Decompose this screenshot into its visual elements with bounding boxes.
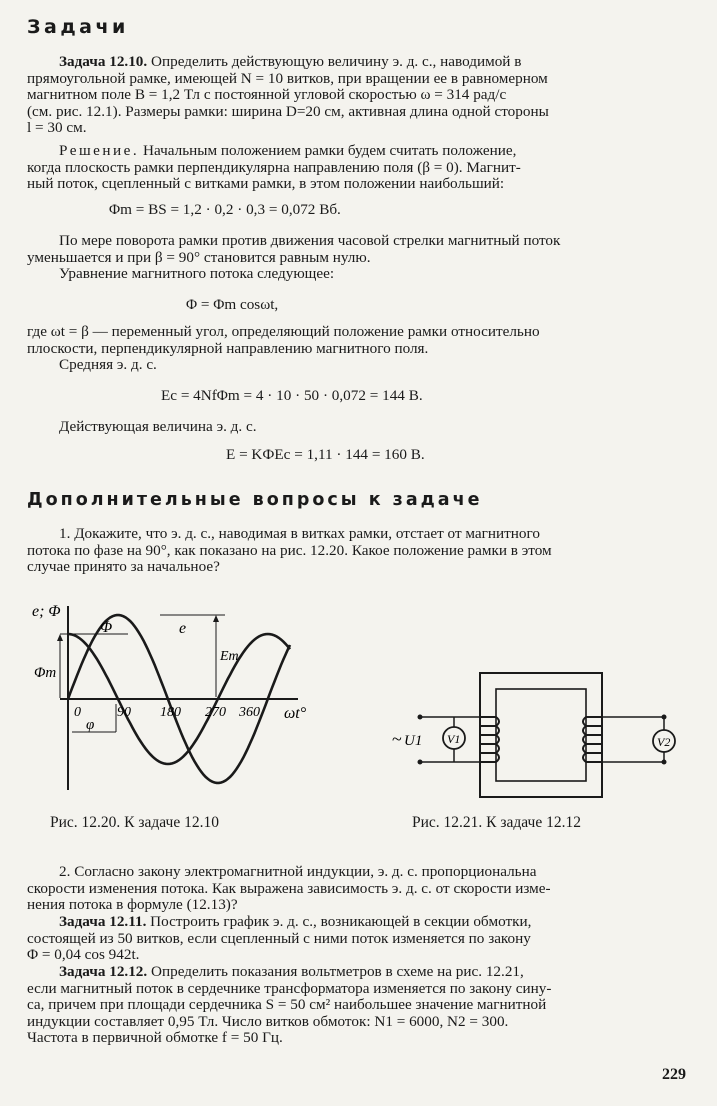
problem-12-10-line-4: (см. рис. 12.1). Размеры рамки: ширина D=20 см, активная длина одной стороны bbox=[27, 102, 549, 120]
problem-12-11-label: Задача 12.11. bbox=[59, 913, 147, 930]
solution-para2-line-1: По мере поворота рамки против движения часовой стрелки магнитный поток bbox=[59, 232, 561, 249]
question-2-line-2: скорости изменения потока. Как выражена зависимость э. д. с. от скорости изме- bbox=[27, 879, 551, 897]
solution-line-3: ный поток, сцепленный с витками рамки, в этом положении наибольший: bbox=[27, 175, 505, 193]
question-1-line-2: потока по фазе на 90°, как показано на рис. 12.20. Какое положение рамки в этом bbox=[27, 541, 552, 559]
problem-12-10-line-1: Задача 12.10. Определить действующую величину э. д. с., наводимой в bbox=[59, 53, 522, 70]
emf-label: e bbox=[179, 620, 187, 637]
solution-paragraph-4 bbox=[27, 324, 690, 374]
solution-line-1: Решение. Начальным положением рамки будем считать положение, bbox=[59, 142, 517, 159]
problem-12-10-line-3: магнитном поле B = 1,2 Тл с постоянной угловой скоростью ω = 314 рад/с bbox=[27, 86, 507, 104]
problem-12-11-line-3: Φ = 0,04 cos 942t. bbox=[27, 946, 140, 964]
question-1-line-3: случае принято за начальное? bbox=[27, 558, 220, 576]
transformer-core-outer bbox=[480, 673, 602, 797]
figure-12-20-caption: Рис. 12.20. К задаче 12.10 bbox=[50, 814, 219, 831]
solution-para4-line-1: где ωt = β — переменный угол, определяющий положение рамки относительно bbox=[27, 323, 540, 340]
problem-12-10-line-2: прямоугольной рамке, имеющей N = 10 витков, при вращении ее в равномерном bbox=[27, 69, 548, 87]
question-1 bbox=[27, 526, 690, 576]
question-2 bbox=[27, 864, 690, 914]
section-title: Задачи bbox=[27, 16, 129, 38]
problem-12-12-line-2: если магнитный поток в сердечнике трансформатора изменяется по закону сину- bbox=[27, 979, 552, 997]
flux-label: Φ bbox=[100, 619, 113, 636]
problem-12-12-line-4: индукции составляет 0,95 Тл. Число витков обмоток: N1 = 6000, N2 = 300. bbox=[27, 1012, 509, 1030]
flux-amplitude-label: Φm bbox=[34, 665, 57, 681]
phase-label: φ bbox=[86, 717, 95, 733]
source-label-prefix: ~ bbox=[392, 729, 402, 749]
x-axis-label: ωt° bbox=[284, 705, 307, 722]
solution-paragraph-2 bbox=[27, 233, 690, 283]
tick-90: 90 bbox=[117, 705, 131, 720]
solution-para4-line-2: плоскости, перпендикулярной направлению магнитного поля. bbox=[27, 339, 429, 357]
problem-12-12-line-1: Задача 12.12. Определить показания вольтметров в схеме на рис. 12.21, bbox=[59, 963, 524, 980]
problem-12-11 bbox=[27, 914, 690, 964]
flux-amplitude-arrowhead bbox=[57, 634, 63, 641]
primary-winding bbox=[480, 717, 496, 762]
problem-12-12-label: Задача 12.12. bbox=[59, 963, 148, 980]
tick-0: 0 bbox=[74, 705, 81, 720]
emf-amplitude-label: Em bbox=[220, 649, 239, 664]
secondary-winding bbox=[586, 717, 602, 762]
solution-para6: Действующая величина э. д. с. bbox=[59, 418, 257, 435]
problem-12-10 bbox=[27, 54, 690, 137]
emf-amplitude-arrowhead bbox=[213, 615, 219, 622]
voltmeter-v1-label: V1 bbox=[447, 732, 461, 746]
problem-12-12-line-5: Частота в первичной обмотке f = 50 Гц. bbox=[27, 1029, 283, 1047]
equation-effective-emf: E = KФEс = 1,11 · 144 = 160 В. bbox=[226, 446, 425, 463]
voltmeter-v2-label: V2 bbox=[657, 735, 671, 749]
terminal-bottom-left bbox=[418, 760, 423, 765]
solution-line-2: когда плоскость рамки перпендикулярна направлению поля (β = 0). Магнит- bbox=[27, 158, 521, 176]
tick-270: 270 bbox=[205, 705, 226, 720]
extra-questions-title: Дополнительные вопросы к задаче bbox=[27, 490, 483, 510]
solution-para2-line-2: уменьшается и при β = 90° становится равным нулю. bbox=[27, 248, 371, 266]
question-1-line-1: 1. Докажите, что э. д. с., наводимая в витках рамки, отстает от магнитного bbox=[59, 525, 540, 542]
problem-12-12-line-3: са, причем при площади сердечника S = 50 см² наибольшее значение магнитной bbox=[27, 996, 547, 1014]
solution-label: Решение. bbox=[59, 142, 140, 159]
problem-12-11-line-1: Задача 12.11. Построить график э. д. с., возникающей в секции обмотки, bbox=[59, 913, 532, 930]
problem-12-11-line-2: состоящей из 50 витков, если сцепленный с ними поток изменяется по закону bbox=[27, 929, 531, 947]
solution-para5: Средняя э. д. с. bbox=[59, 356, 157, 374]
tick-360: 360 bbox=[239, 705, 260, 720]
solution-para3: Уравнение магнитного потока следующее: bbox=[59, 265, 335, 283]
problem-12-12 bbox=[27, 964, 690, 1047]
terminal-top-left bbox=[418, 715, 423, 720]
problem-12-10-line-5: l = 30 см. bbox=[27, 119, 87, 137]
question-2-line-1: 2. Согласно закону электромагнитной индукции, э. д. с. пропорциональна bbox=[59, 863, 537, 880]
solution-paragraph-6 bbox=[27, 419, 690, 436]
question-2-line-3: нения потока в формуле (12.13)? bbox=[27, 896, 238, 914]
y-axis-label: e; Φ bbox=[32, 603, 61, 620]
figure-12-20-graph bbox=[20, 598, 320, 798]
figure-12-21-circuit bbox=[392, 665, 692, 805]
page-number: 229 bbox=[662, 1066, 686, 1083]
equation-flux: Φ = Φm cosωt, bbox=[186, 296, 279, 313]
equation-average-emf: Eс = 4NfΦm = 4 · 10 · 50 · 0,072 = 144 В. bbox=[161, 387, 423, 404]
problem-12-10-label: Задача 12.10. bbox=[59, 53, 148, 70]
tick-180: 180 bbox=[160, 705, 181, 720]
transformer-core-inner bbox=[496, 689, 586, 781]
source-label: U1 bbox=[404, 733, 423, 749]
equation-flux-max: Φm = BS = 1,2 · 0,2 · 0,3 = 0,072 Вб. bbox=[109, 201, 341, 218]
solution-paragraph bbox=[27, 143, 690, 193]
figure-12-21-caption: Рис. 12.21. К задаче 12.12 bbox=[412, 814, 581, 831]
